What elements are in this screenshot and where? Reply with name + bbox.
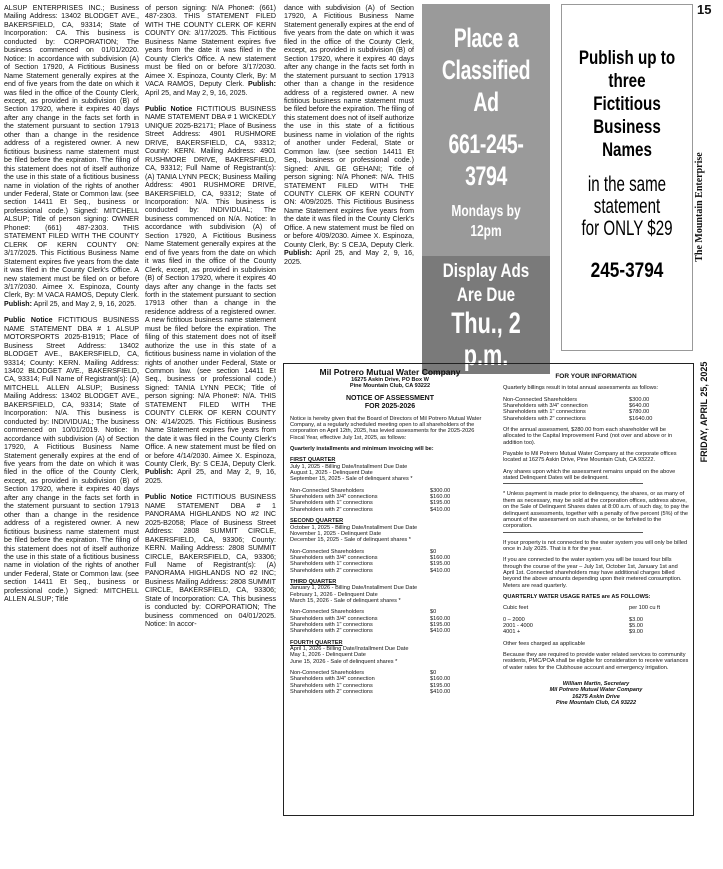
- quarter-date: July 1, 2025 - Billing Date/Installment Due Date: [290, 463, 408, 470]
- info-sale-of-shares: * Unless payment is made prior to delinquency, the shares, or as many of them as necessary, may be sold at the corporation offices, address above, on the Sale of Delinquent Shares dates at 8:00 a.m. of such day, to pay the delinquent assessments, together with a penalty of five percent (5%) of the amount of the assessment on such shares, or be forfeited to the corporation.: [503, 491, 689, 530]
- assessment-right-column: [503, 374, 689, 706]
- info-intro: Quarterly billings result in total annual assessments as follows:: [503, 385, 659, 392]
- info-heading: FOR YOUR INFORMATION: [555, 373, 637, 380]
- display-ads-panel: [422, 256, 550, 374]
- ad-names: Names: [602, 140, 652, 161]
- quarter-date: September 15, 2025 - Sale of delinquent shares *: [290, 476, 413, 483]
- notice-of-assessment: [283, 363, 694, 816]
- notice-wickedly-unique: Public Notice FICTITIOUS BUSINESS NAME STATEMENT DBA # 1 WICKEDLY UNIQUE 2025-B2171; Place of Business Street Address: 4901 RUSHMORE DRIVE, BAKERSFIELD, CA, 93312; County: KERN. Mailing Address: 4901 RUSHMORE DRIVE, BAKERSFIELD, CA, 93312; Full Name of Registrant(s): (A) TANIA LYNN PECK; Business Mailing Address: 4901 RUSHMORE DRIVE, BAKERSFIELD, CA, 93312; State of Incorporation: N/A. This business is conducted by: INDIVIDUAL; The business commenced on N/A. Notice: In accordance with subdivision (A) of Section 17920, A Fictitious Business Name Statement generally expires at the end of five years from the date on which it was filed in the office of the County Clerk, except, as provided in subdivision (B) of Section 17920, where it expires 40 days after any change in the facts set forth in the statement pursuant to section 17913 other than a change in the residence address of a registered owner. A new fictitious business name statement must be filed before the expiration. The filing of this statement does not of itself authorize the use in this state of a fictitious business name in violation of the rights of another under Federal, State or Common law. (see section 14411 Et Seq., business or professional code.) Signed: TANIA LYNN PECK; Title of person signing: N/A Phone#: N/A. THIS STATEMENT FILED WITH THE COUNTY CLERK OF KERN COUNTY ON: 4/14/2025. This Fictitious Business Name Statement expires five years from the date it was filed in the County Clerk's Office. A new statement must be filed on or before 4/14/2030. Aimee X. Espinoza, County Clerk, By: S CEJA, Deputy Clerk. Publish: April 25, and May 2, 9, 16, 2025.: [145, 104, 276, 485]
- notice-alsup-continued: of person signing: N/A Phone#: (661) 487-2303. THIS STATEMENT FILED WITH THE COUNTY CLERK OF KERN COUNTY ON: 3/17/2025. This Fictitious Business Name Statement expires five years from the date it was filed in the County Clerk's Office. A new statement must be filed on or before 3/17/2030. Aimee X. Espinoza, County Clerk, By: M VACA RAMOS, Deputy Clerk. Publish: April 25, and May 2, 9, 16, 2025.: [145, 4, 276, 97]
- signature-city: Pine Mountain Club, CA 93222: [555, 700, 637, 707]
- signature-address: 16275 Askin Drive: [572, 693, 620, 700]
- ad-display-ads: Display Ads: [442, 261, 530, 282]
- info-not-connected: If your property is not connected to the water system you will only be billed once in July 2025. That is it for the year.: [503, 539, 688, 552]
- rates-table: [503, 617, 689, 636]
- notice-panorama-continued: dance with subdivision (A) of Section 17920, A Fictitious Business Name Statement generally expires at the end of five years from the date on which it was filed in the office of the County Clerk, except, as provided in subdivision (B) of Section 17920, where it expires 40 days after any change in the facts set forth in the statement pursuant to section 17913 other than a change in the residence address of a registered owner. A new fictitious business name statement must be filed before the expiration. The filing of this statement does not of itself authorize the use in this state of a fictitious business name in violation of the rights of another under Federal, State or Common law. (see section 14411 Et Seq., business or professional code.) Signed: ANIL GE GEHANI; Title of person signing: N/A Phone#: N/A. THIS STATEMENT FILED WITH THE COUNTY CLERK OF KERN COUNTY ON: 4/09/2025. This Fictitious Business Name Statement expires five years from the date it was filed in the County Clerk's Office. A new statement must be filed on or before 4/09/2030. Aimee X. Espinoza, County Clerk, By: S CEJA, Deputy Clerk. Publish: April 25, and May 2, 9, 16, 2025.: [284, 4, 414, 266]
- quarter-rate-row: Shareholders with 3/4" connections $160.00: [290, 554, 451, 561]
- quarter-rate-row: Shareholders with 2" connections $410.00: [290, 506, 451, 513]
- quarter-rate-row: Shareholders with 1" connections $195.00: [290, 561, 451, 568]
- ad-only-price: for ONLY $29: [581, 217, 673, 240]
- quarter-date: January 1, 2026 - Billing Date/Installment Due Date: [290, 585, 418, 592]
- quarter-rate-row: Shareholders with 3/4" connection $160.00: [290, 676, 451, 683]
- quarter-date: May 1, 2026 - Delinquent Date: [290, 652, 366, 659]
- info-payable: Payable to Mil Potrero Mutual Water Company at the corporate offices located at 16275 Askin Drive, Pine Mountain Club, CA 93222.: [503, 451, 677, 464]
- info-other-fees: Other fees charged as applicable: [503, 640, 586, 647]
- ad-phone: 661-245-3794: [448, 129, 524, 191]
- quarter-rate-row: Non-Connected Shareholders $0: [290, 548, 437, 555]
- quarter-heading: SECOND QUARTER: [290, 518, 344, 525]
- quarter-date: October 1, 2025 - Billing Date/Installment Due Date: [290, 524, 418, 531]
- page-number: 15: [697, 2, 712, 17]
- quarter-rate-row: Shareholders with 2" connections $410.00: [290, 689, 451, 696]
- quarter-date: November 1, 2025 - Delinquent Date: [290, 530, 382, 537]
- legal-notices-column-3: [284, 4, 414, 352]
- usage-rate-row: 0 – 2000 $3.00: [503, 616, 643, 623]
- legal-notices-column-1: [4, 4, 139, 866]
- annual-rate-row: Non-Connected Shareholders $300.00: [503, 396, 650, 403]
- quarter-rate-row: Non-Connected Shareholders $300.00: [290, 487, 451, 494]
- quarter-date: March 15, 2026 - Sale of delinquent shares *: [290, 597, 401, 604]
- rates-header-row: Cubic feet per 100 cu ft: [503, 605, 661, 612]
- schedule-label: Quarterly installments and minimum invoicing will be:: [290, 446, 434, 453]
- quarter-date: August 1, 2025 - Delinquent Date: [290, 470, 373, 477]
- classified-ad-box: [422, 4, 550, 372]
- info-capital-fund: Of the annual assessment, $280.00 from each shareholder will be allocated to the Capital Improvement Fund (not over and above or in addition too).: [503, 427, 673, 446]
- assessment-title-1: NOTICE OF ASSESSMENT: [345, 394, 435, 402]
- quarter-rate-row: Shareholders with 2" connections $410.00: [290, 628, 451, 635]
- ad-publish-phone: 245-3794: [590, 259, 664, 282]
- quarter-rate-row: Non-Connected Shareholders $0: [290, 670, 437, 677]
- company-name: Mil Potrero Mutual Water Company: [319, 367, 461, 377]
- fictitious-names-ad-box: [561, 4, 693, 351]
- quarter-rate-row: Shareholders with 3/4" connections $160.00: [290, 615, 451, 622]
- ad-statement: statement: [593, 195, 661, 218]
- quarters-list: [290, 452, 490, 695]
- annual-rate-row: Shareholders with 2" connections $1640.00: [503, 415, 653, 422]
- legal-notices-column-2: [145, 4, 276, 866]
- quarter-rate-row: Shareholders with 1" connections $195.00: [290, 682, 451, 689]
- info-connected: If you are connected to the water system you will be issued four bills through the course of the year – July 1st, October 1st, January 1st and April 1st. Connected shareholders may have additional charges billed beyond the above amounts depending upon their metered consumption. Meters are read quarterly.: [503, 557, 682, 589]
- quarter-rate-row: Shareholders with 1" connections $195.00: [290, 500, 451, 507]
- notice-alsup-motorsports: Public Notice FICTITIOUS BUSINESS NAME STATEMENT DBA # 1 ALSUP MOTORSPORTS 2025-B1915; Place of Business Street Address: 13402 BLODGET AVE., BAKERSFIELD, CA, 93314; County: KERN. Mailing Address: 13402 BLODGET AVE., BAKERSFIELD, CA, 93314; Full Name of Registrant(s): (A) MITCHELL ALLEN ALSUP; Business Mailing Address: 13402 BLODGET AVE., BAKERSFIELD, CA, 93314; State of Incorporation: N/A. This business is conducted by: INDIVIDUAL; The business commenced on 10/01/2019. Notice: In accordance with subdivision (A) of Section 17920, A Fictitious Business Name Statement generally expires at the end of five years from the date on which it was filed in the office of the County Clerk, except, as provided in subdivision (B) of Section 17920, where it expires 40 days after any change in the facts set forth in the statement pursuant to section 17913 other than a change in the residence address of a registered owner. A new fictitious business name statement must be filed before the expiration. The filing of this statement does not of itself authorize the use in this state of a fictitious business name in violation of the rights of another under Federal, State or Common law. (see section 14411 Et Seq., business or professional code.) Signed: MITCHELL ALLEN ALSUP; Title: [4, 316, 139, 604]
- rates-heading: QUARTERLY WATER USAGE RATES are AS FOLLOWS:: [503, 593, 651, 600]
- ad-classified-ad: Classified Ad: [441, 55, 531, 117]
- ad-publish-up-to: Publish up to: [578, 48, 676, 69]
- masthead-paper-name: The Mountain Enterprise: [694, 152, 705, 262]
- notice-panorama-highlands: Public Notice FICTITIOUS BUSINESS NAME STATEMENT DBA # 1 PANORAMA HIGHLANDS NO #2 INC 2025-B2058; Place of Business Street Address: 2808 SUMMIT CIRCLE, BAKERSFIELD, CA, 93306; County: KERN. Mailing Address: 2808 SUMMIT CIRCLE, BAKERSFIELD, CA, 93306; Full Name of Registrant(s): (A) PANORAMA HIGHLANDS NO #2 INC; Business Mailing Address: 2808 SUMMIT CIRCLE, BAKERSFIELD, CA, 93306; State of Incorporation: CA. This business is conducted by: CORPORATION; The business commenced on 04/01/2025. Notice: In accor-: [145, 493, 276, 629]
- usage-rate-row: 2001 - 4000 $5.00: [503, 622, 643, 629]
- notice-alsup-enterprises-text: ALSUP ENTERPRISES INC.; Business Mailing Address: 13402 BLODGET AVE., BAKERSFIELD, CA, 93314; State of Incorporation: CA. This business is conducted by: CORPORATION; The business commenced on 01/01/2020. Notice: In accordance with subdivision (A) of Section 17920, A Fictitious Business Name Statement generally expires at the end of five years from the date on which it was filed in the office of the County Clerk, except, as provided in subdivision (B) of Section 17920, where it expires 40 days after any change in the facts set forth in the statement pursuant to section 17913 other than a change in the residence address of a registered owner. A new fictitious business name statement must be filed before the expiration. The filing of this statement does not of itself authorize the use in this state of a fictitious business name in violation of the rights of another under Federal, State or Common law. (see section 14411 Et Seq., business or professional code.) Signed: MITCHELL ALSUP; Title of person signing: OWNER Phone#: (661) 487-2303. THIS STATEMENT FILED WITH THE COUNTY CLERK OF KERN COUNTY ON: 3/17/2025. This Fictitious Business Name Statement expires five years from the date it was filed in the County Clerk's Office. A new statement must be filed on or before 3/17/2030. Aimee X. Espinoza, County Clerk, By: M VACA RAMOS, Deputy Clerk. Publish: April 25, and May 2, 9, 16, 2025.: [4, 4, 139, 308]
- ad-place-a: Place a: [453, 23, 519, 53]
- assessment-title-2: FOR 2025-2026: [364, 402, 416, 410]
- quarter-rate-row: Shareholders with 1" connections $195.00: [290, 621, 451, 628]
- quarter-rate-row: Shareholders with 3/4" connections $160.00: [290, 494, 451, 501]
- ad-deadline: Mondays by 12pm: [451, 203, 521, 240]
- signature-name: William Martin, Secretary: [562, 681, 630, 688]
- ad-thursday: Thu., 2 p.m.: [451, 307, 521, 372]
- signature-company: Mil Potrero Mutual Water Company: [549, 687, 643, 694]
- company-address-2: Pine Mountain Club, CA 93222: [349, 383, 431, 390]
- ad-business: Business: [593, 117, 661, 138]
- quarter-heading: FOURTH QUARTER: [290, 639, 343, 646]
- ad-are-due: Are Due: [456, 285, 516, 306]
- info-delinquent: Any shares upon which the assessment remains unpaid on the above stated Delinquent Dates will be delinquent.: [503, 468, 676, 482]
- info-variances: Because they are required to provide water related services to community residents, PMC/POA shall be eligible for consideration to receive variances of water rates for the Clubhouse account and emergency irrigation.: [503, 652, 689, 671]
- quarter-date: February 1, 2026 - Delinquent Date: [290, 591, 378, 598]
- usage-rate-row: 4001 + $9.00: [503, 629, 643, 636]
- masthead-date: FRIDAY, APRIL 25, 2025: [699, 361, 709, 463]
- quarter-heading: THIRD QUARTER: [290, 578, 337, 585]
- annual-rate-row: Shareholders with 3/4" connection $640.00: [503, 403, 650, 410]
- assessment-left-column: [290, 368, 490, 695]
- quarter-date: April 1, 2026 - Billing Date/Installment Due Date: [290, 646, 409, 652]
- assessment-intro: Notice is hereby given that the Board of Directors of Mil Potrero Mutual Water Company, at a regularly scheduled meeting open to all shareholders of the corporation on April 12th, 2025, has levied assessments for the 2025-2026 Fiscal Year, effective July 1st, 2025, as follows:: [290, 415, 482, 441]
- quarter-rate-row: Shareholders with 2" connections $410.00: [290, 567, 451, 574]
- ad-three-fictitious: three Fictitious: [593, 71, 661, 115]
- quarter-date: December 15, 2025 - Sale of delinquent shares *: [290, 537, 411, 544]
- quarter-rate-row: Non-Connected Shareholders $0: [290, 609, 437, 616]
- annual-rate-row: Shareholders with 1" connections $780.00: [503, 409, 650, 416]
- annual-assessment-table: [503, 397, 689, 422]
- ad-in-the-same: in the same: [587, 173, 667, 196]
- quarter-date: June 15, 2026 - Sale of delinquent shares *: [290, 658, 398, 665]
- quarter-heading: FIRST QUARTER: [290, 457, 336, 464]
- company-address-1: 16275 Askin Drive, PO Box W: [351, 377, 429, 383]
